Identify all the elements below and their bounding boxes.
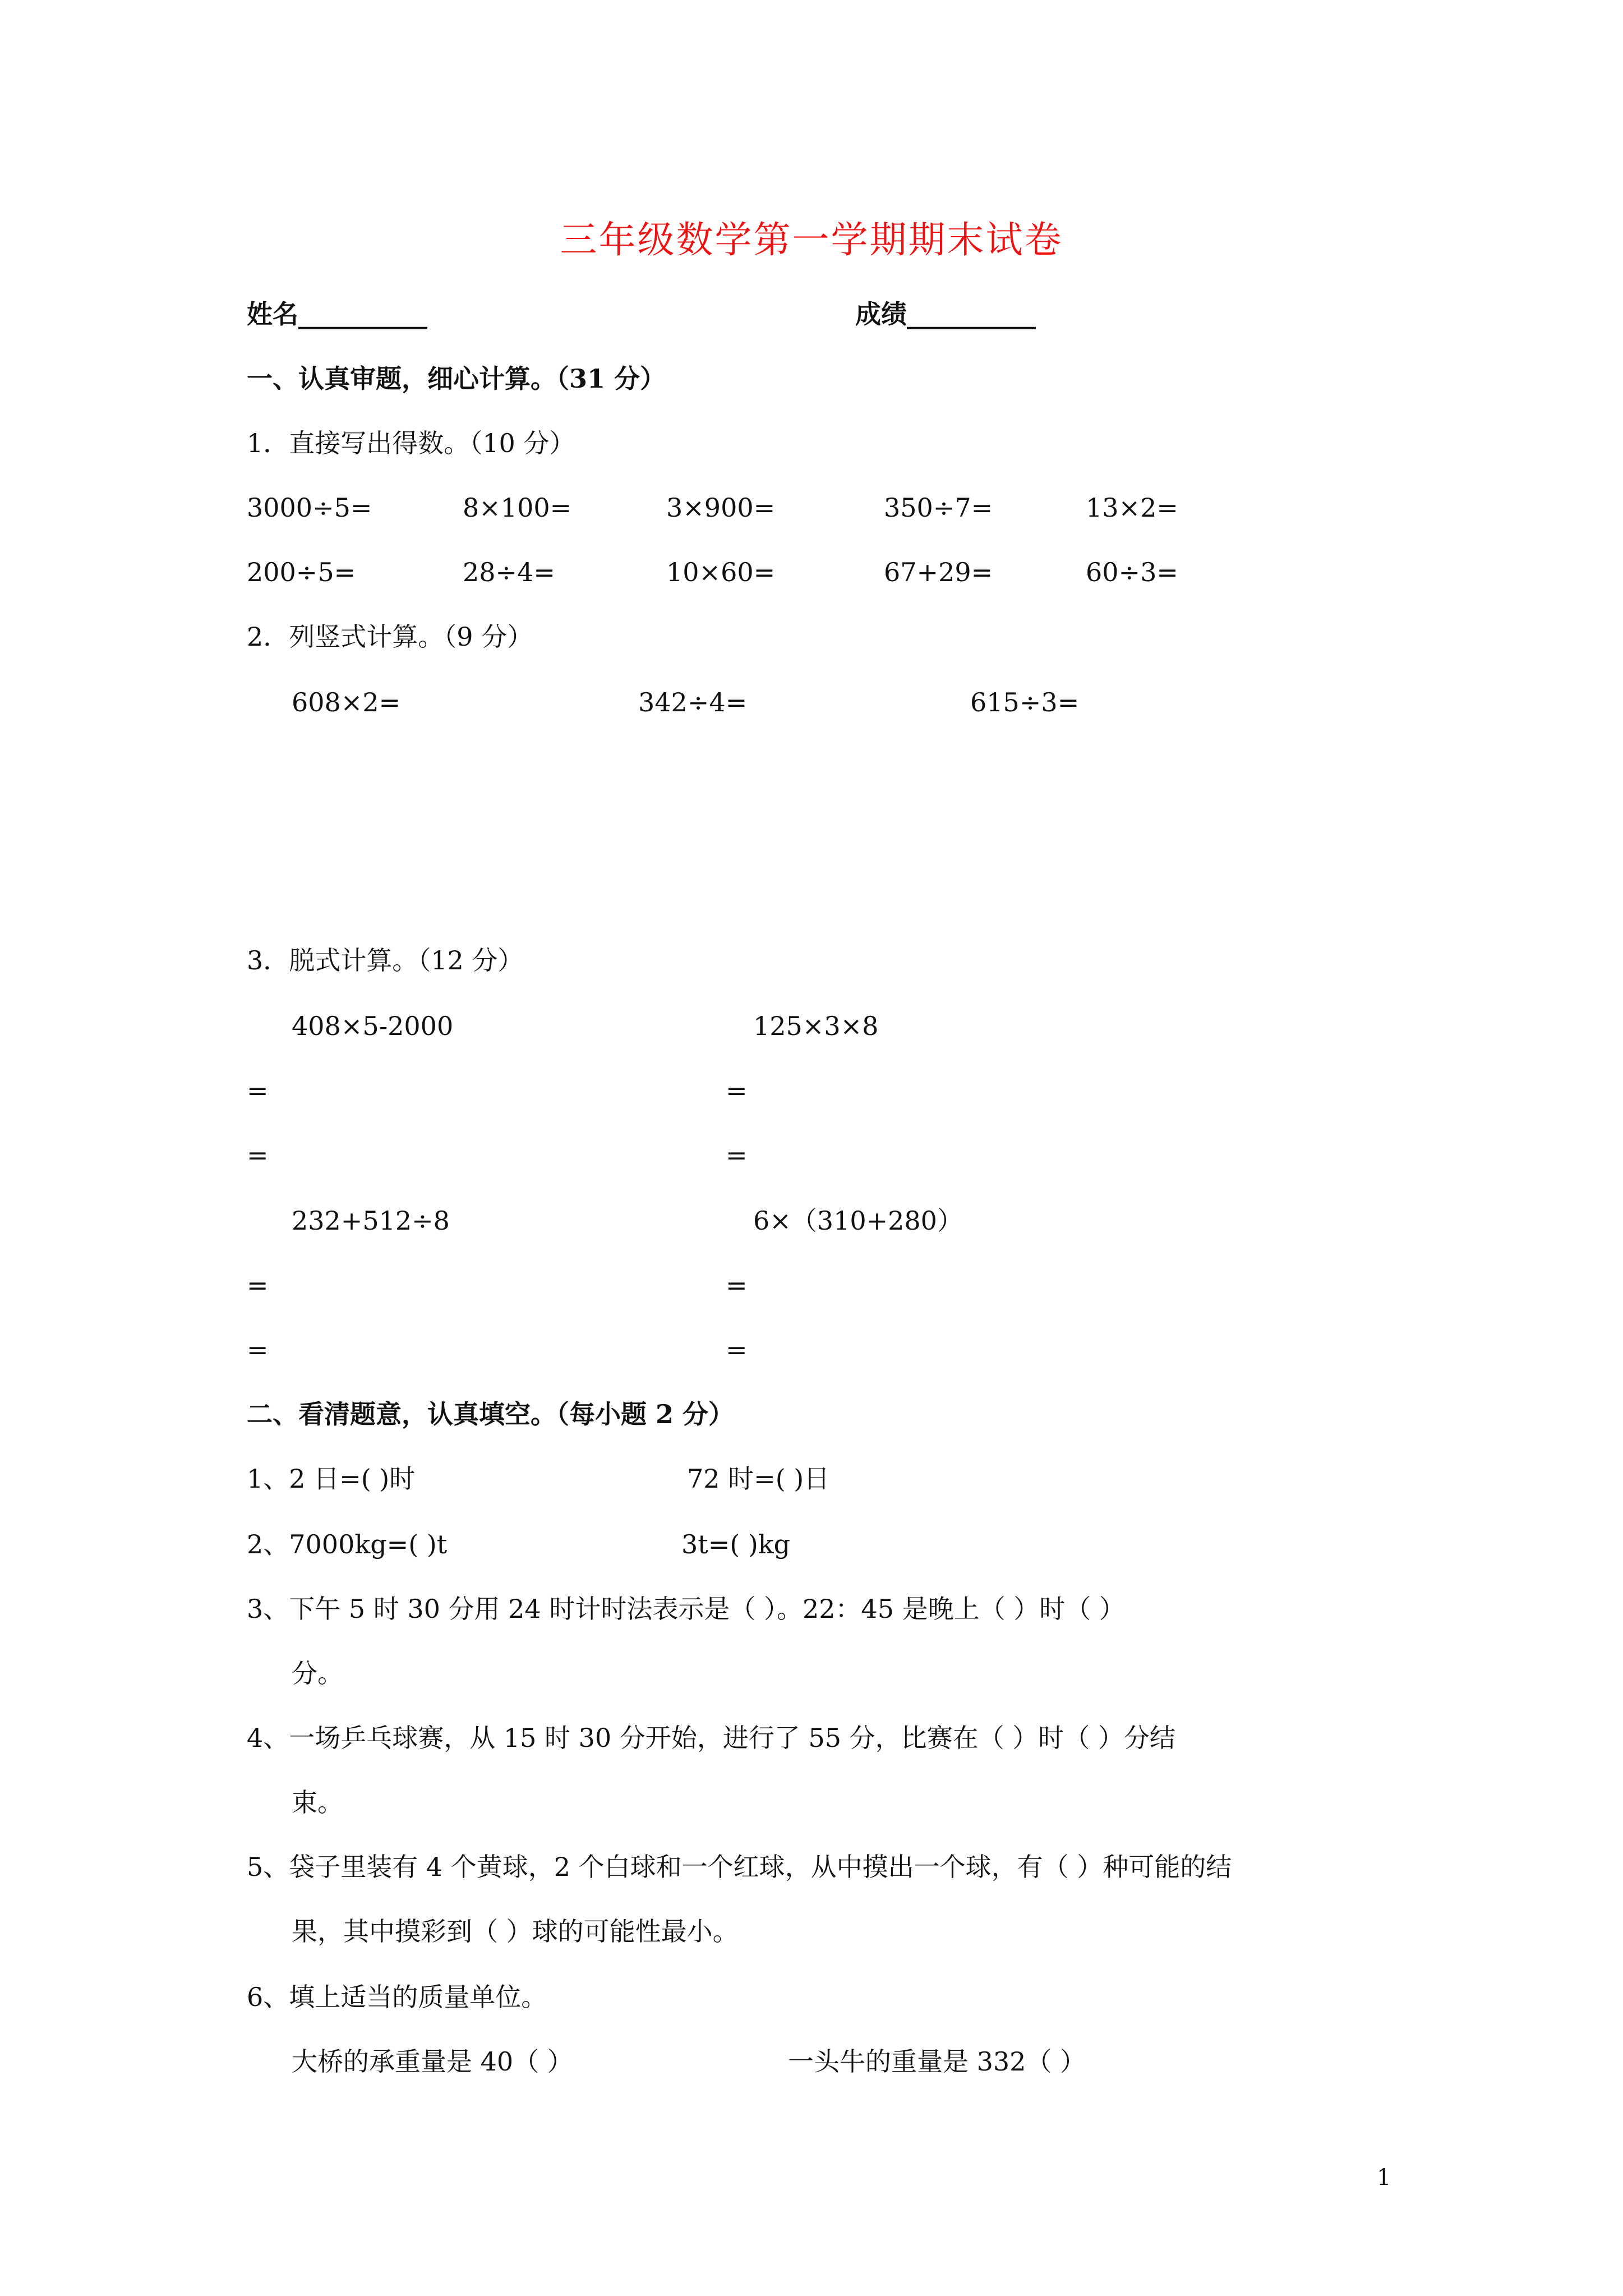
page-number: 1 — [1377, 2165, 1391, 2191]
fill-blank-item: 3、下午 5 时 30 分用 24 时计时法表示是（ ）。22：45 是晚上（ ）时（ ） — [247, 1594, 1125, 1624]
fill-blank-item-continued: 果，其中摸彩到（ ）球的可能性最小。 — [292, 1916, 739, 1947]
fill-blank-item-continued: 分。 — [292, 1658, 343, 1688]
calc-item: 28÷4= — [463, 557, 555, 587]
vertical-calc-item: 615÷3= — [970, 687, 1080, 717]
vertical-calc-item: 342÷4= — [638, 687, 748, 717]
question-1-label: 1．直接写出得数。（10 分） — [247, 428, 575, 458]
equals-sign: = — [247, 1335, 269, 1365]
fill-blank-item: 6、填上适当的质量单位。 — [247, 1982, 547, 2012]
calc-item: 350÷7= — [884, 493, 993, 523]
fill-blank-item: 4、一场乒乓球赛，从 15 时 30 分开始，进行了 55 分，比赛在（ ）时（ ）分结 — [247, 1723, 1175, 1753]
equals-sign: = — [247, 1075, 269, 1106]
score-field: 成绩__________ — [855, 299, 1036, 329]
fill-blank-subitem: 大桥的承重量是 40（ ） — [292, 2046, 573, 2077]
equals-sign: = — [247, 1140, 269, 1170]
page-title: 三年级数学第一学期期末试卷 — [560, 218, 1063, 261]
fill-blank-item: 1、2 日=( )时 — [247, 1464, 416, 1494]
stepwise-calc-item: 125×3×8 — [753, 1011, 879, 1041]
vertical-calc-item: 608×2= — [292, 687, 401, 717]
calc-item: 10×60= — [666, 557, 776, 587]
name-field: 姓名__________ — [247, 299, 427, 329]
fill-blank-item-continued: 束。 — [292, 1787, 343, 1818]
calc-item: 67+29= — [884, 557, 993, 587]
question-3-label: 3．脱式计算。（12 分） — [247, 945, 524, 976]
fill-blank-item: 5、袋子里装有 4 个黄球，2 个白球和一个红球，从中摸出一个球，有（ ）种可能的结 — [247, 1852, 1232, 1882]
calc-item: 3×900= — [666, 493, 776, 523]
calc-item: 200÷5= — [247, 557, 356, 587]
calc-item: 60÷3= — [1086, 557, 1178, 587]
section-2-heading: 二、看清题意，认真填空。（每小题 2 分） — [247, 1399, 735, 1429]
fill-blank-subitem: 一头牛的重量是 332（ ） — [788, 2046, 1086, 2077]
stepwise-calc-item: 408×5-2000 — [292, 1011, 454, 1041]
fill-blank-item: 3t=( )kg — [681, 1529, 791, 1559]
equals-sign: = — [726, 1270, 748, 1300]
fill-blank-item: 2、7000kg=( )t — [247, 1529, 448, 1559]
equals-sign: = — [726, 1140, 748, 1170]
equals-sign: = — [726, 1335, 748, 1365]
calc-item: 3000÷5= — [247, 493, 372, 523]
question-2-label: 2．列竖式计算。（9 分） — [247, 622, 533, 652]
calc-item: 8×100= — [463, 493, 572, 523]
stepwise-calc-item: 6×（310+280） — [753, 1205, 963, 1236]
section-1-heading: 一、认真审题，细心计算。（31 分） — [247, 364, 666, 394]
equals-sign: = — [726, 1075, 748, 1106]
fill-blank-item: 72 时=( )日 — [687, 1464, 830, 1494]
calc-item: 13×2= — [1086, 493, 1178, 523]
equals-sign: = — [247, 1270, 269, 1300]
stepwise-calc-item: 232+512÷8 — [292, 1205, 450, 1236]
